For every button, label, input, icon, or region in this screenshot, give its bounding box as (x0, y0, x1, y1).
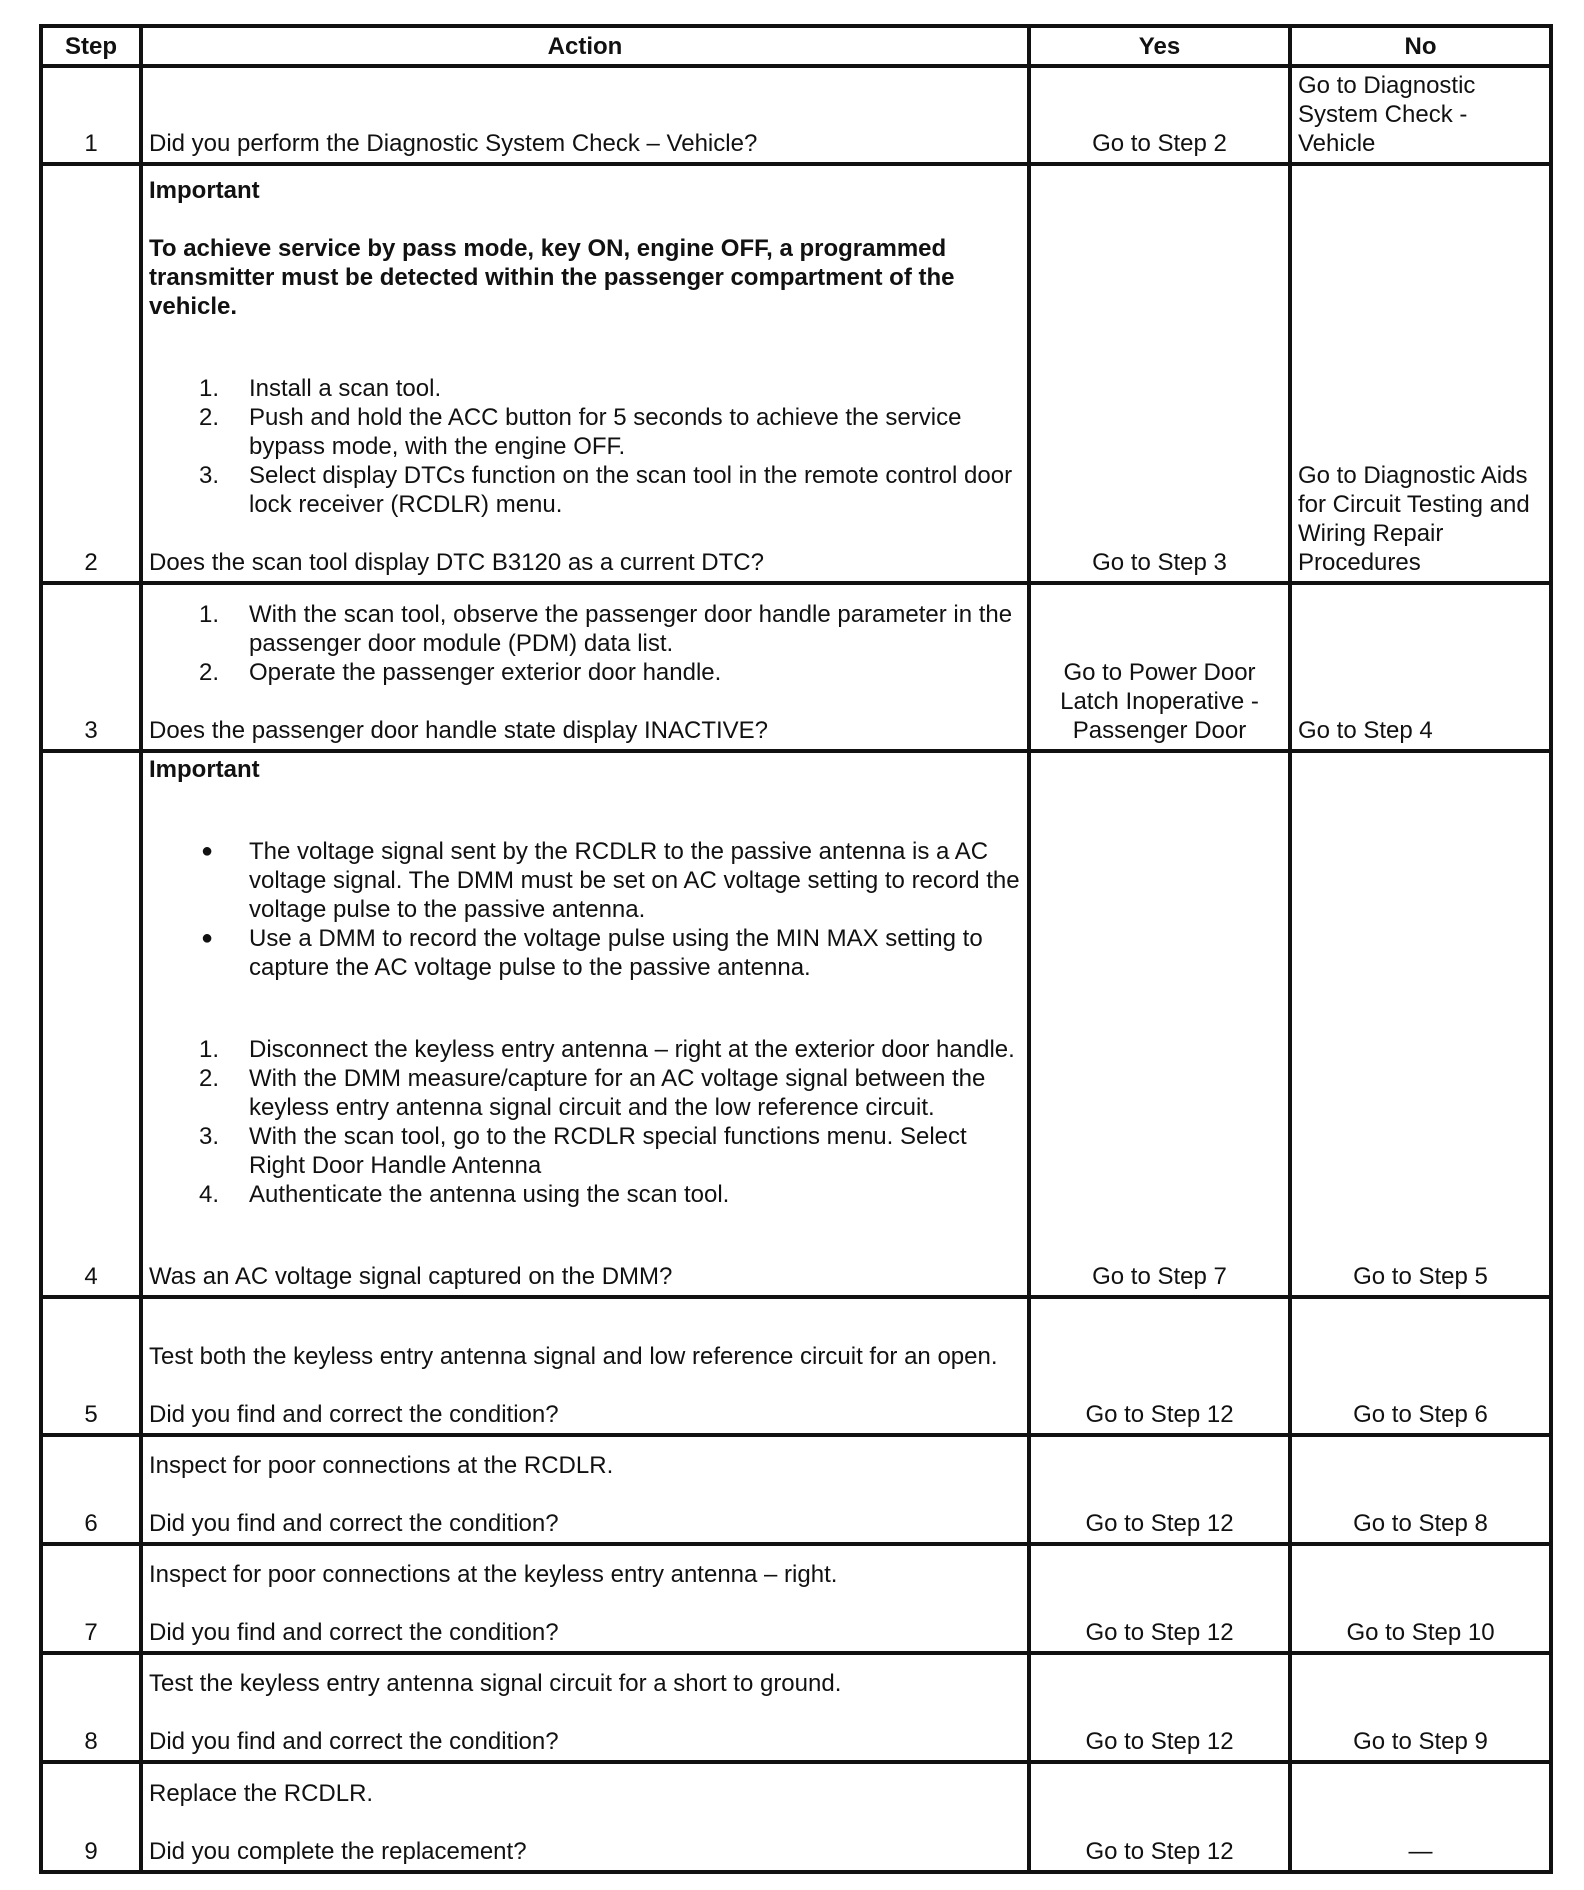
table-row (41, 583, 1551, 751)
no-cell: Go to Diagnostic System Check - Vehicle (1290, 66, 1551, 164)
yes-cell: Go to Step 2 (1029, 66, 1290, 164)
step-number: 6 (41, 1435, 141, 1544)
table-row (41, 1653, 1551, 1762)
procedure-steps (149, 1035, 1021, 1209)
action-cell (141, 1544, 1029, 1653)
action-cell (141, 751, 1029, 1297)
header-yes: Yes (1029, 26, 1290, 66)
step-number: 5 (41, 1297, 141, 1435)
important-text: To achieve service by pass mode, key ON, engine OFF, a programmed transmitter must be detected within the passenger compartment of the vehicle. (149, 235, 955, 320)
list-item: 1. Install a scan tool. (199, 375, 442, 402)
table-row (41, 66, 1551, 164)
no-cell: Go to Diagnostic Aids for Circuit Testing and Wiring Repair Procedures (1290, 164, 1551, 583)
list-item: 2. Operate the passenger exterior door handle. (199, 659, 722, 686)
list-item: 1. Disconnect the keyless entry antenna – right at the exterior door handle. (199, 1036, 1015, 1063)
table-row (41, 1544, 1551, 1653)
list-item: 3. With the scan tool, go to the RCDLR special functions menu. Select Right Door Handle Antenna (199, 1123, 967, 1179)
no-cell: Go to Step 10 (1290, 1544, 1551, 1653)
step-number: 1 (41, 66, 141, 164)
action-cell (141, 1653, 1029, 1762)
important-heading: Important (149, 177, 260, 204)
instruction-text: Test both the keyless entry antenna signal and low reference circuit for an open. (149, 1343, 998, 1370)
list-item: 1. With the scan tool, observe the passenger door handle parameter in the passenger door module (PDM) data list. (199, 601, 1013, 657)
header-action: Action (141, 26, 1029, 66)
instruction-text: Inspect for poor connections at the keyless entry antenna – right. (149, 1561, 838, 1588)
step-number: 2 (41, 164, 141, 583)
list-item: 2. Push and hold the ACC button for 5 seconds to achieve the service bypass mode, with the engine OFF. (199, 404, 962, 460)
no-cell: Go to Step 5 (1290, 751, 1551, 1297)
list-item: 2. With the DMM measure/capture for an AC voltage signal between the keyless entry antenna signal circuit and the low reference circuit. (199, 1065, 986, 1121)
question-text: Did you find and correct the condition? (149, 1510, 559, 1537)
table-row (41, 1435, 1551, 1544)
header-no: No (1290, 26, 1551, 66)
step-number: 8 (41, 1653, 141, 1762)
no-cell: Go to Step 4 (1290, 583, 1551, 751)
diagnostic-table (39, 24, 1553, 1874)
action-cell (141, 1297, 1029, 1435)
question-text: Does the scan tool display DTC B3120 as a current DTC? (149, 549, 764, 576)
question-text: Did you perform the Diagnostic System Check – Vehicle? (149, 130, 758, 157)
question-text: Did you find and correct the condition? (149, 1619, 559, 1646)
no-cell: — (1290, 1762, 1551, 1872)
yes-cell: Go to Step 7 (1029, 751, 1290, 1297)
yes-cell: Go to Step 12 (1029, 1544, 1290, 1653)
instruction-text: Replace the RCDLR. (149, 1780, 374, 1807)
yes-cell: Go to Step 12 (1029, 1762, 1290, 1872)
important-heading: Important (149, 756, 260, 783)
table-row (41, 751, 1551, 1297)
action-cell (141, 1435, 1029, 1544)
yes-cell: Go to Power Door Latch Inoperative - Passenger Door (1029, 583, 1290, 751)
list-item: 4. Authenticate the antenna using the scan tool. (199, 1181, 730, 1208)
action-cell (141, 164, 1029, 583)
step-number: 7 (41, 1544, 141, 1653)
list-item: 3. Select display DTCs function on the scan tool in the remote control door lock receiver (RCDLR) menu. (199, 462, 1013, 518)
question-text: Does the passenger door handle state display INACTIVE? (149, 717, 769, 744)
table-row (41, 1297, 1551, 1435)
step-number: 4 (41, 751, 141, 1297)
no-cell: Go to Step 8 (1290, 1435, 1551, 1544)
instruction-text: Inspect for poor connections at the RCDLR. (149, 1452, 614, 1479)
no-cell: Go to Step 9 (1290, 1653, 1551, 1762)
yes-cell: Go to Step 12 (1029, 1297, 1290, 1435)
list-item: ● Use a DMM to record the voltage pulse using the MIN MAX setting to capture the AC voltage pulse to the passive antenna. (201, 925, 983, 981)
step-number: 3 (41, 583, 141, 751)
no-cell: Go to Step 6 (1290, 1297, 1551, 1435)
table-row (41, 1762, 1551, 1872)
instruction-text: Test the keyless entry antenna signal circuit for a short to ground. (149, 1670, 842, 1697)
yes-cell: Go to Step 3 (1029, 164, 1290, 583)
action-cell (141, 66, 1029, 164)
important-bullets (149, 837, 1021, 982)
header-step: Step (41, 26, 141, 66)
procedure-steps (149, 600, 1021, 687)
table-row (41, 164, 1551, 583)
procedure-steps (149, 374, 1021, 519)
list-item: ● The voltage signal sent by the RCDLR to the passive antenna is a AC voltage signal. The DMM must be set on AC voltage setting to record the voltage pulse to the passive antenna. (201, 838, 1020, 923)
question-text: Did you find and correct the condition? (149, 1728, 559, 1755)
yes-cell: Go to Step 12 (1029, 1653, 1290, 1762)
question-text: Was an AC voltage signal captured on the DMM? (149, 1263, 673, 1290)
table-header-row (41, 26, 1551, 66)
question-text: Did you complete the replacement? (149, 1838, 527, 1865)
action-cell (141, 583, 1029, 751)
question-text: Did you find and correct the condition? (149, 1401, 559, 1428)
yes-cell: Go to Step 12 (1029, 1435, 1290, 1544)
action-cell (141, 1762, 1029, 1872)
step-number: 9 (41, 1762, 141, 1872)
